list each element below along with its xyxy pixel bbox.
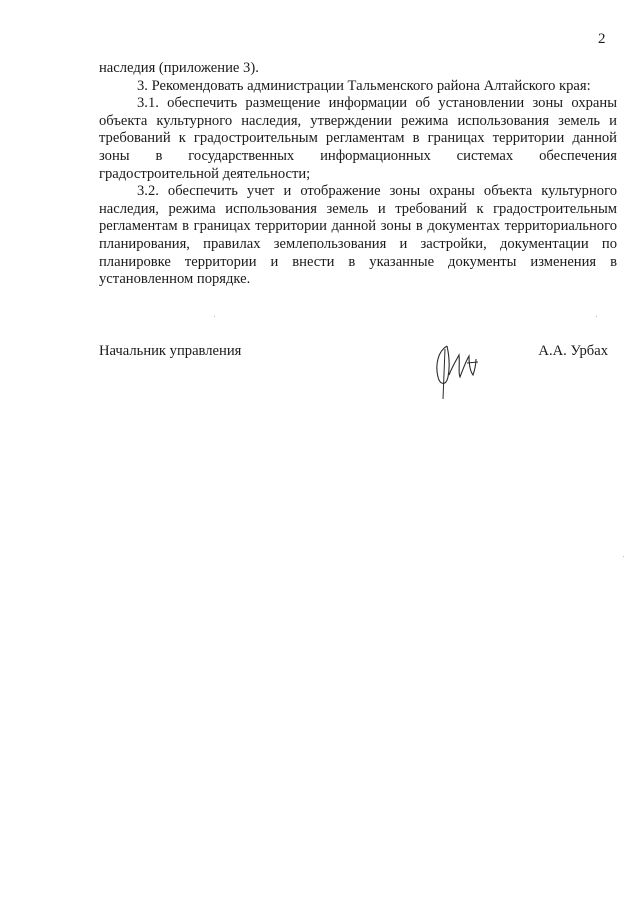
signer-name: А.А. Урбах xyxy=(538,343,608,359)
paragraph-item-3-1: 3.1. обеспечить размещение информации об установлении зоны охраны объекта культурного наследия, утверждении режима использования земель и требований к градостроительным регламентам в границах территории данной зоны в государственных информационных системах обеспечения градостроительной деятельности; xyxy=(99,95,617,182)
paragraph-continuation: наследия (приложение 3). xyxy=(99,60,259,76)
paragraph-item-3-2: 3.2. обеспечить учет и отображение зоны охраны объекта культурного наследия, режима использования земель и требований к градостроительным регламентам в границах территории данной зоны в документах территориального планирования, правилах землепользования и застройки, документации по планировке территории и внести в указанные документы изменения в установленном порядке. xyxy=(99,183,617,288)
signature-block xyxy=(99,343,617,413)
scan-speck xyxy=(596,316,597,317)
handwritten-signature xyxy=(429,341,489,401)
paragraph-item-3: 3. Рекомендовать администрации Тальменского района Алтайского края: xyxy=(137,77,591,94)
signer-title: Начальник управления xyxy=(99,343,242,359)
document-body xyxy=(99,60,617,289)
scan-speck xyxy=(214,316,215,317)
page-number: 2 xyxy=(598,31,606,47)
scan-speck xyxy=(623,556,624,557)
